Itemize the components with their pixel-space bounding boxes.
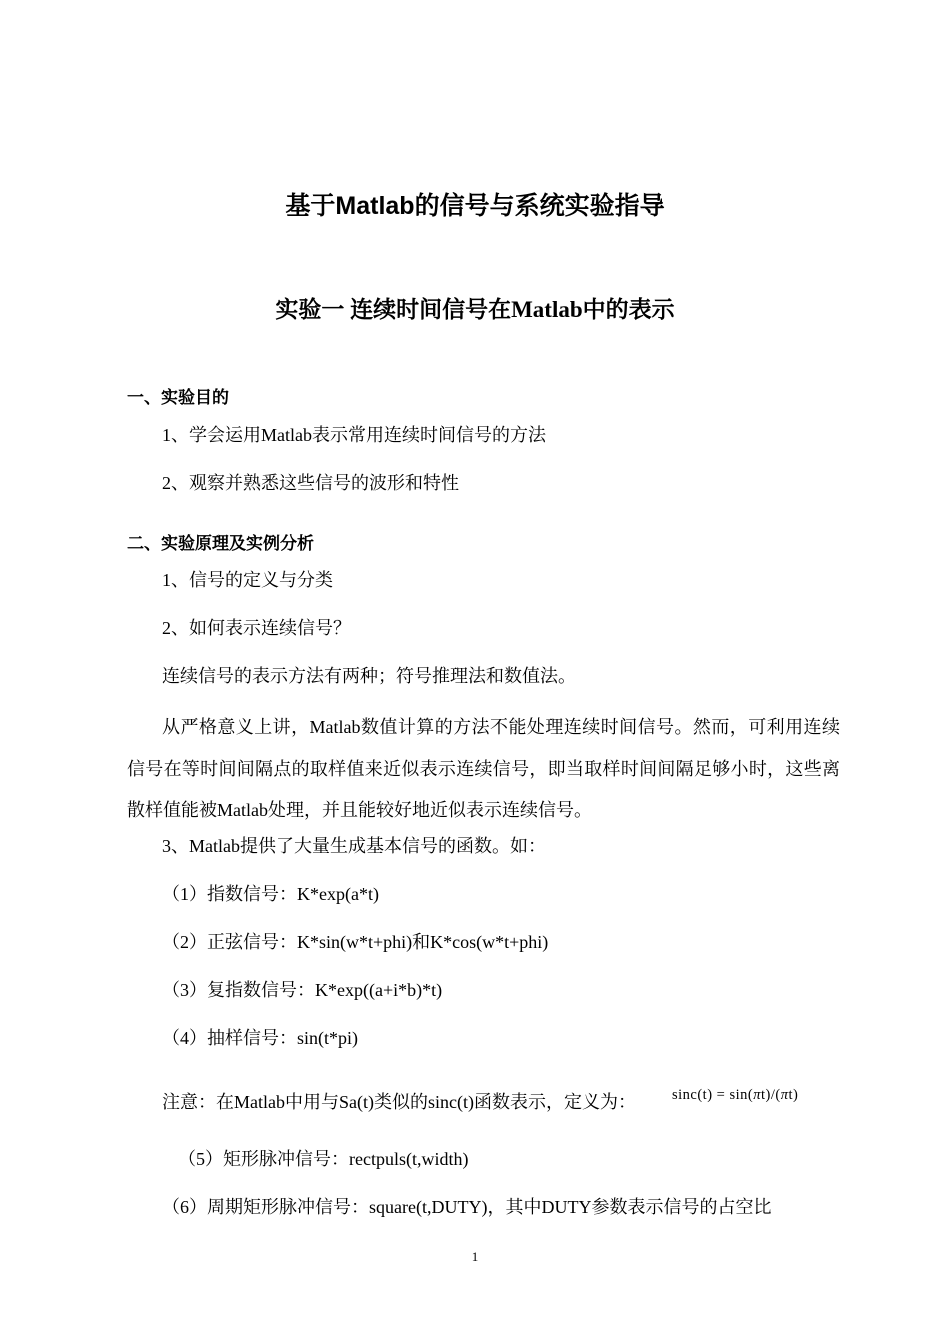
document-title: 基于Matlab的信号与系统实验指导 [285, 192, 665, 220]
function-item-3: （3）复指数信号：K*exp((a+i*b)*t) [162, 980, 443, 1000]
principle-item-1: 1、信号的定义与分类 [162, 570, 333, 590]
functions-intro: 3、Matlab提供了大量生成基本信号的函数。如： [162, 836, 546, 856]
principle-item-2: 2、如何表示连续信号？ [162, 618, 351, 638]
note-text: 注意：在Matlab中用与Sa(t)类似的sinc(t)函数表示，定义为： [162, 1092, 636, 1112]
page-number: 1 [471, 1249, 479, 1264]
function-item-6: （6）周期矩形脉冲信号：square(t,DUTY)，其中DUTY参数表示信号的占空比 [162, 1197, 772, 1217]
objective-item-1: 1、学会运用Matlab表示常用连续时间信号的方法 [162, 425, 546, 445]
representation-methods-text: 连续信号的表示方法有两种；符号推理法和数值法。 [162, 666, 576, 686]
sinc-formula: sinc(t) = sin(πt)/(πt) [672, 1087, 799, 1103]
function-item-4: （4）抽样信号：sin(t*pi) [162, 1028, 358, 1048]
section-heading-principles: 二、实验原理及实例分析 [127, 534, 314, 553]
section-heading-objectives: 一、实验目的 [127, 388, 229, 407]
function-item-2: （2）正弦信号：K*sin(w*t+phi)和K*cos(w*t+phi) [162, 932, 549, 952]
function-item-1: （1）指数信号：K*exp(a*t) [162, 884, 379, 904]
explanation-paragraph: 从严格意义上讲，Matlab数值计算的方法不能处理连续时间信号。然而，可利用连续信号在等时间间隔点的取样值来近似表示连续信号，即当取样时间间隔足够小时，这些离散样值能被Matlab处理，并且能较好地近似表示连续信号。 [127, 717, 840, 820]
function-item-5: （5）矩形脉冲信号：rectpuls(t,width) [178, 1149, 469, 1169]
experiment-title: 实验一 连续时间信号在Matlab中的表示 [275, 297, 675, 322]
objective-item-2: 2、观察并熟悉这些信号的波形和特性 [162, 473, 459, 493]
